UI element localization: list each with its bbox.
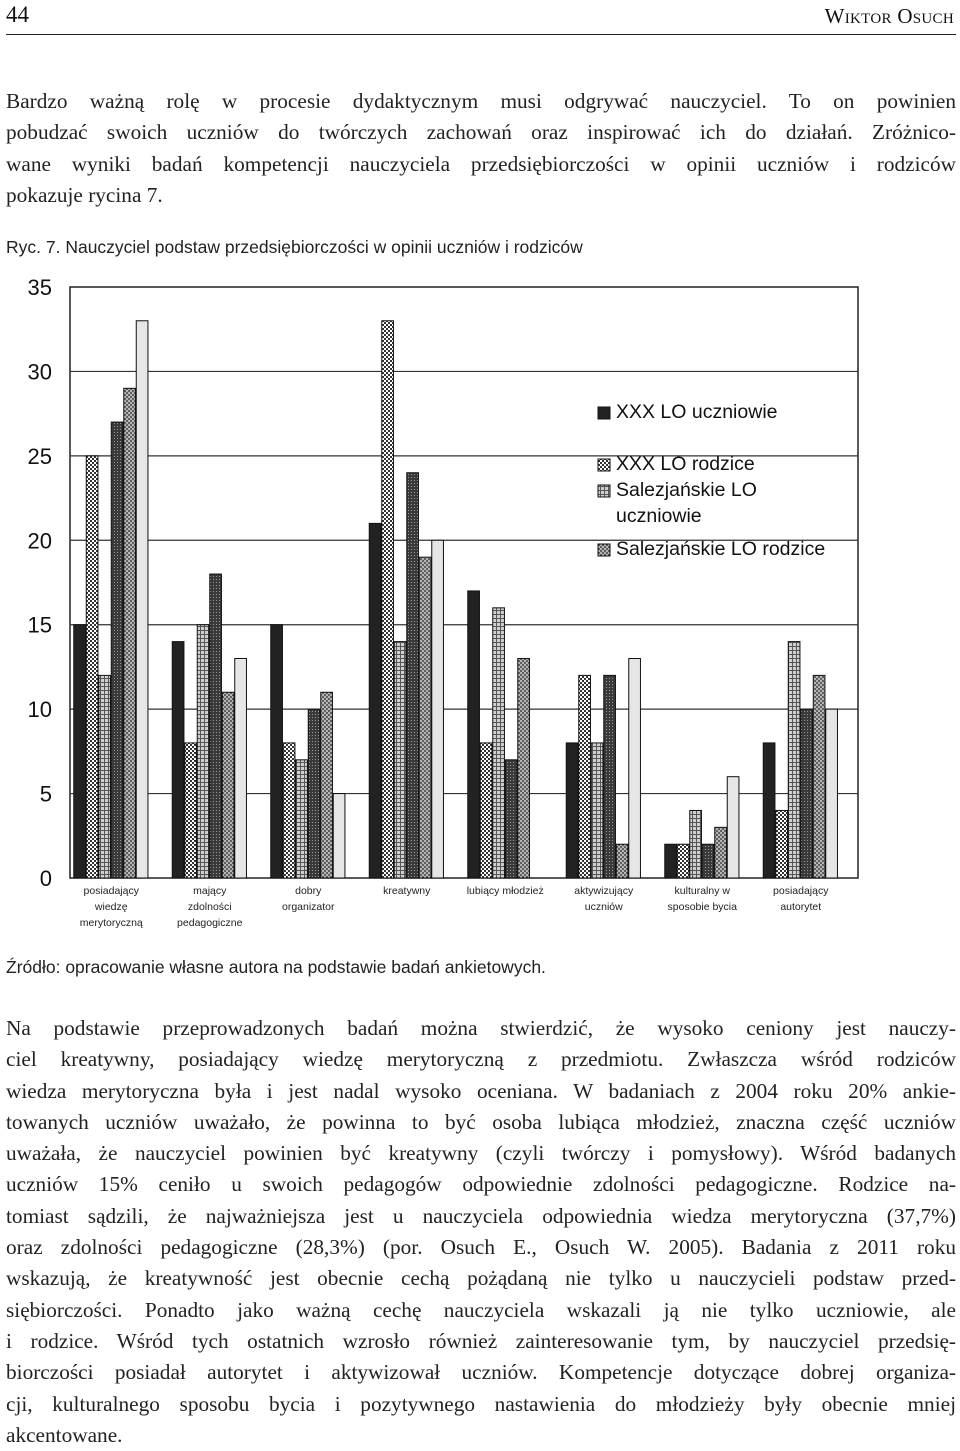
header-rule xyxy=(6,34,956,35)
body-line: uważała, że nauczyciel powinien być kreatywny (czyli twórczy i pomysłowy). Wśród badanych xyxy=(6,1141,956,1166)
bar xyxy=(369,523,381,878)
bar xyxy=(74,625,86,878)
intro-line: pokazuje rycina 7. xyxy=(6,182,163,207)
bar xyxy=(480,743,492,878)
bar xyxy=(394,642,406,878)
y-tick-label: 35 xyxy=(27,275,52,300)
x-category-label: kreatywny xyxy=(383,885,431,897)
intro-line: wane wyniki badań kompetencji nauczyciela przedsiębiorczości w opinii uczniów i rodziców xyxy=(6,151,956,176)
bar xyxy=(801,709,813,878)
bar xyxy=(321,692,333,878)
x-category-label: lubiący młodzież xyxy=(466,885,544,897)
bar xyxy=(283,743,295,878)
bar xyxy=(518,658,530,878)
bar xyxy=(665,844,677,878)
bar xyxy=(308,709,320,878)
bar xyxy=(235,658,247,878)
bar xyxy=(690,810,702,878)
x-category-label: posiadający wiedzę merytoryczną xyxy=(79,885,143,929)
x-category-label: posiadający autorytet xyxy=(773,885,829,913)
bar xyxy=(419,557,431,878)
bar xyxy=(296,760,308,878)
bar xyxy=(86,456,98,878)
body-paragraph xyxy=(6,1013,956,1451)
body-line: wskazują, że kreatywność jest obecnie cechą pożądaną nie tylko u nauczycieli podstaw przed- xyxy=(6,1266,956,1291)
legend-label: XXX LO rodzice xyxy=(616,453,755,475)
legend-swatch xyxy=(598,544,610,556)
bar xyxy=(407,473,419,878)
body-line: uczniów 15% ceniło u swoich pedagogów odpowiednie zdolności pedagogiczne. Rodzice na- xyxy=(6,1172,956,1197)
body-line: towanych uczniów uważało, że powinna to być osoba lubiąca młodzież, znaczna część uczniów xyxy=(6,1109,956,1134)
body-line: akcentowane. xyxy=(6,1422,123,1447)
y-tick-label: 30 xyxy=(27,359,52,385)
intro-line: pobudzać swoich uczniów do twórczych zachowań oraz inspirować ich do działań. Zróżnico- xyxy=(6,120,956,145)
bar xyxy=(702,844,714,878)
bar xyxy=(172,642,184,878)
bar xyxy=(566,743,578,878)
x-category-label: dobry organizator xyxy=(281,885,335,913)
legend-swatch xyxy=(598,459,610,471)
bar xyxy=(222,692,234,878)
body-line: ciel kreatywny, posiadający wiedzę merytoryczną z przedmiotu. Zwłaszcza wśród rodziców xyxy=(6,1047,956,1072)
running-header-author: Wiktor Osuch xyxy=(824,4,954,28)
bar xyxy=(616,844,628,878)
body-line: cji, kulturalnego sposobu bycia i pozytywnego nastawienia do młodzieży były obecnie mniej xyxy=(6,1391,956,1416)
bar xyxy=(382,321,394,878)
legend-swatch xyxy=(598,485,610,497)
legend-label: Salezjańskie LO rodzice xyxy=(616,538,826,560)
bar xyxy=(185,743,197,878)
bar xyxy=(468,591,480,878)
bar xyxy=(210,574,222,878)
bar xyxy=(493,608,505,878)
bar xyxy=(776,810,788,878)
bar xyxy=(715,827,727,878)
bar xyxy=(197,625,209,878)
bar xyxy=(111,422,123,878)
body-line: tomiast sądzili, że najważniejsza jest u nauczyciela odpowiednia wiedza merytoryczna (37,7%) xyxy=(6,1203,956,1228)
bar xyxy=(727,777,739,878)
bar xyxy=(677,844,689,878)
legend-swatch xyxy=(598,407,610,419)
body-line: siębiorczości. Ponadto jako ważną cechę nauczyciela wskazali ją nie tylko uczniowie, ale xyxy=(6,1297,956,1322)
intro-paragraph xyxy=(6,86,956,211)
bar xyxy=(788,642,800,878)
y-tick-label: 25 xyxy=(27,443,52,469)
bar xyxy=(136,321,148,878)
figure-caption: Ryc. 7. Nauczyciel podstaw przedsiębiorczości w opinii uczniów i rodziców xyxy=(6,237,583,257)
x-category-label: kulturalny w sposobie bycia xyxy=(667,885,737,913)
bar xyxy=(432,540,444,878)
y-tick-label: 15 xyxy=(27,612,52,638)
bar xyxy=(271,625,283,878)
legend-label: XXX LO uczniowie xyxy=(616,401,778,423)
bar xyxy=(579,675,591,878)
bar xyxy=(813,675,825,878)
bar xyxy=(124,388,136,878)
bar xyxy=(826,709,838,878)
bar xyxy=(333,794,345,878)
intro-line: Bardzo ważną rolę w procesie dydaktycznym musi odgrywać nauczyciel. To on powinien xyxy=(6,89,956,113)
bar xyxy=(99,675,111,878)
x-category-label: aktywizujący uczniów xyxy=(574,885,634,913)
bar xyxy=(629,658,641,878)
body-line: i rodzice. Wśród tych ostatnich wzrosło również zainteresowanie tym, by nauczyciel przedsię- xyxy=(6,1328,956,1353)
legend-label: Salezjańskie LO uczniowie xyxy=(616,479,757,527)
bar xyxy=(763,743,775,878)
body-line: wiedza merytoryczna była i jest nadal wysoko oceniana. W badaniach z 2004 roku 20% ankie- xyxy=(6,1078,956,1103)
x-category-label: mający zdolności pedagogiczne xyxy=(177,885,243,929)
page-number: 44 xyxy=(6,2,29,27)
y-tick-label: 20 xyxy=(27,528,52,554)
bar xyxy=(591,743,603,878)
bar xyxy=(604,675,616,878)
figure-source-note: Źródło: opracowanie własne autora na podstawie badań ankietowych. xyxy=(6,957,546,977)
body-line: oraz zdolności pedagogiczne (28,3%) (por. Osuch E., Osuch W. 2005). Badania z 2011 roku xyxy=(6,1235,956,1260)
y-tick-label: 10 xyxy=(27,697,52,723)
body-line: biorczości posiadał autorytet i aktywizował uczniów. Kompetencje dotyczące dobrej organiza- xyxy=(6,1360,956,1385)
body-line: Na podstawie przeprowadzonych badań można stwierdzić, że wysoko ceniony jest nauczy- xyxy=(6,1016,956,1040)
bar-chart xyxy=(0,270,900,950)
bar xyxy=(505,760,517,878)
y-tick-label: 5 xyxy=(39,781,52,807)
y-tick-label: 0 xyxy=(39,866,52,891)
